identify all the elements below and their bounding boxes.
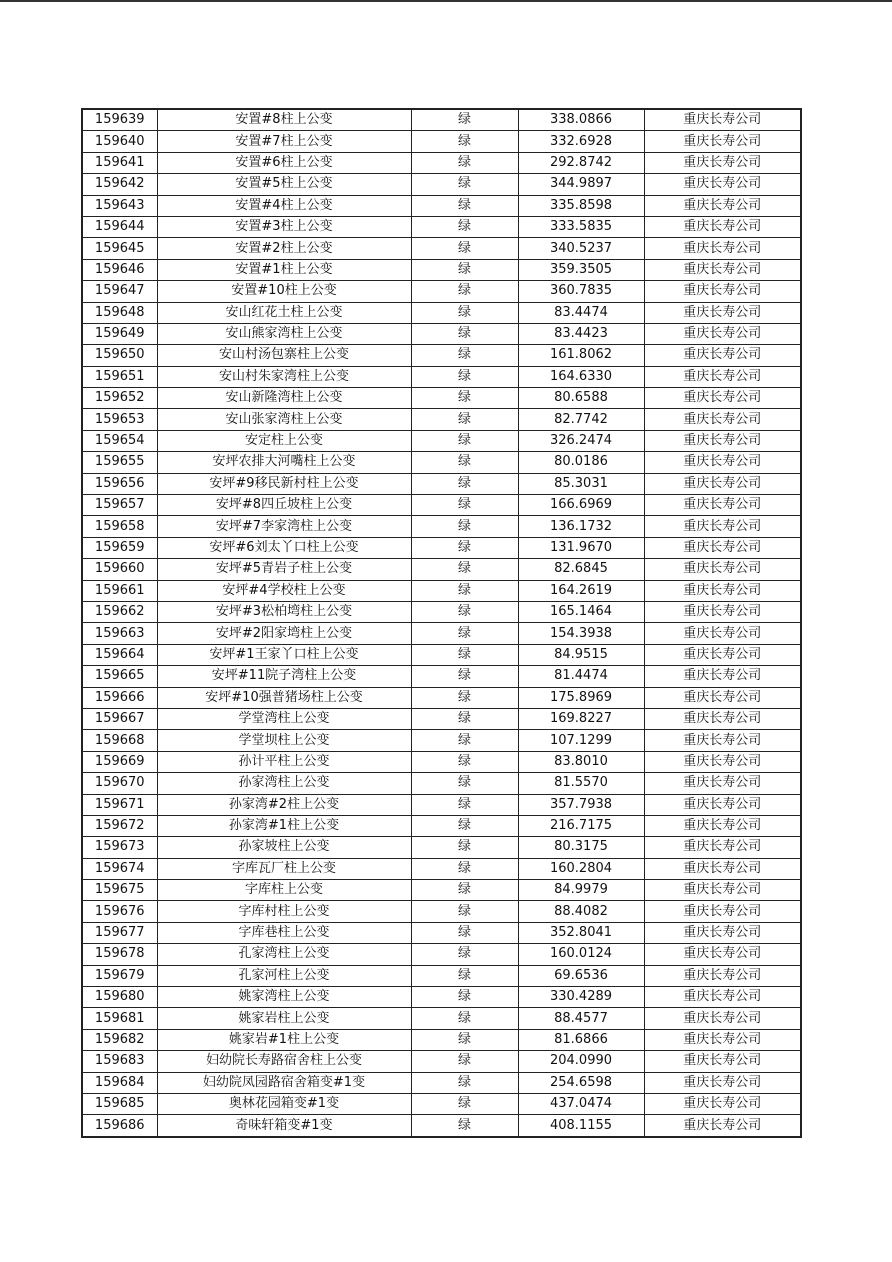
name-cell: 安坪#4学校柱上公变 — [157, 580, 411, 601]
company-cell: 重庆长寿公司 — [644, 922, 801, 943]
company-cell: 重庆长寿公司 — [644, 109, 801, 131]
company-cell: 重庆长寿公司 — [644, 901, 801, 922]
status-cell: 绿 — [411, 730, 518, 751]
status-cell: 绿 — [411, 623, 518, 644]
value-cell: 131.9670 — [518, 537, 644, 558]
name-cell: 孙家坡柱上公变 — [157, 837, 411, 858]
value-cell: 69.6536 — [518, 965, 644, 986]
name-cell: 孔家湾柱上公变 — [157, 944, 411, 965]
name-cell: 妇幼院长寿路宿舍柱上公变 — [157, 1051, 411, 1072]
name-cell: 孙计平柱上公变 — [157, 751, 411, 772]
id-cell: 159657 — [82, 495, 157, 516]
name-cell: 安坪农排大河嘴柱上公变 — [157, 452, 411, 473]
id-cell: 159656 — [82, 473, 157, 494]
id-cell: 159662 — [82, 601, 157, 622]
table-row — [82, 174, 801, 195]
table-row — [82, 495, 801, 516]
value-cell: 82.6845 — [518, 559, 644, 580]
status-cell: 绿 — [411, 409, 518, 430]
status-cell: 绿 — [411, 302, 518, 323]
table-row — [82, 1115, 801, 1137]
table-row — [82, 623, 801, 644]
value-cell: 81.5570 — [518, 773, 644, 794]
name-cell: 安坪#9移民新村柱上公变 — [157, 473, 411, 494]
name-cell: 安坪#1王家丫口柱上公变 — [157, 644, 411, 665]
id-cell: 159652 — [82, 388, 157, 409]
id-cell: 159669 — [82, 751, 157, 772]
company-cell: 重庆长寿公司 — [644, 1051, 801, 1072]
value-cell: 344.9897 — [518, 174, 644, 195]
company-cell: 重庆长寿公司 — [644, 815, 801, 836]
company-cell: 重庆长寿公司 — [644, 559, 801, 580]
table-row — [82, 751, 801, 772]
status-cell: 绿 — [411, 195, 518, 216]
value-cell: 332.6928 — [518, 131, 644, 152]
table-row — [82, 666, 801, 687]
table-row — [82, 1008, 801, 1029]
value-cell: 160.2804 — [518, 858, 644, 879]
value-cell: 175.8969 — [518, 687, 644, 708]
status-cell: 绿 — [411, 430, 518, 451]
id-cell: 159683 — [82, 1051, 157, 1072]
table-row — [82, 858, 801, 879]
table-row — [82, 922, 801, 943]
id-cell: 159640 — [82, 131, 157, 152]
value-cell: 166.6969 — [518, 495, 644, 516]
table-row — [82, 345, 801, 366]
name-cell: 姚家岩#1柱上公变 — [157, 1029, 411, 1050]
id-cell: 159651 — [82, 366, 157, 387]
value-cell: 160.0124 — [518, 944, 644, 965]
value-cell: 80.3175 — [518, 837, 644, 858]
status-cell: 绿 — [411, 473, 518, 494]
status-cell: 绿 — [411, 216, 518, 237]
value-cell: 81.6866 — [518, 1029, 644, 1050]
id-cell: 159670 — [82, 773, 157, 794]
company-cell: 重庆长寿公司 — [644, 323, 801, 344]
id-cell: 159677 — [82, 922, 157, 943]
table-row — [82, 430, 801, 451]
company-cell: 重庆长寿公司 — [644, 1115, 801, 1137]
company-cell: 重庆长寿公司 — [644, 987, 801, 1008]
name-cell: 安置#4柱上公变 — [157, 195, 411, 216]
status-cell: 绿 — [411, 1008, 518, 1029]
company-cell: 重庆长寿公司 — [644, 730, 801, 751]
value-cell: 88.4577 — [518, 1008, 644, 1029]
value-cell: 83.4474 — [518, 302, 644, 323]
company-cell: 重庆长寿公司 — [644, 516, 801, 537]
company-cell: 重庆长寿公司 — [644, 388, 801, 409]
value-cell: 335.8598 — [518, 195, 644, 216]
table-row — [82, 601, 801, 622]
company-cell: 重庆长寿公司 — [644, 174, 801, 195]
status-cell: 绿 — [411, 1072, 518, 1093]
id-cell: 159639 — [82, 109, 157, 131]
value-cell: 136.1732 — [518, 516, 644, 537]
table-row — [82, 580, 801, 601]
company-cell: 重庆长寿公司 — [644, 281, 801, 302]
value-cell: 165.1464 — [518, 601, 644, 622]
name-cell: 安置#8柱上公变 — [157, 109, 411, 131]
company-cell: 重庆长寿公司 — [644, 195, 801, 216]
value-cell: 84.9979 — [518, 880, 644, 901]
name-cell: 安置#1柱上公变 — [157, 259, 411, 280]
id-cell: 159678 — [82, 944, 157, 965]
company-cell: 重庆长寿公司 — [644, 430, 801, 451]
company-cell: 重庆长寿公司 — [644, 1008, 801, 1029]
value-cell: 359.3505 — [518, 259, 644, 280]
id-cell: 159667 — [82, 708, 157, 729]
status-cell: 绿 — [411, 751, 518, 772]
company-cell: 重庆长寿公司 — [644, 601, 801, 622]
value-cell: 83.8010 — [518, 751, 644, 772]
status-cell: 绿 — [411, 666, 518, 687]
id-cell: 159644 — [82, 216, 157, 237]
name-cell: 字库巷柱上公变 — [157, 922, 411, 943]
status-cell: 绿 — [411, 388, 518, 409]
company-cell: 重庆长寿公司 — [644, 687, 801, 708]
company-cell: 重庆长寿公司 — [644, 1029, 801, 1050]
id-cell: 159664 — [82, 644, 157, 665]
table-row — [82, 238, 801, 259]
value-cell: 164.6330 — [518, 366, 644, 387]
value-cell: 84.9515 — [518, 644, 644, 665]
table-row — [82, 259, 801, 280]
status-cell: 绿 — [411, 152, 518, 173]
company-cell: 重庆长寿公司 — [644, 880, 801, 901]
company-cell: 重庆长寿公司 — [644, 1072, 801, 1093]
company-cell: 重庆长寿公司 — [644, 580, 801, 601]
status-cell: 绿 — [411, 174, 518, 195]
status-cell: 绿 — [411, 965, 518, 986]
id-cell: 159685 — [82, 1093, 157, 1114]
value-cell: 357.7938 — [518, 794, 644, 815]
status-cell: 绿 — [411, 580, 518, 601]
status-cell: 绿 — [411, 345, 518, 366]
table-row — [82, 152, 801, 173]
status-cell: 绿 — [411, 281, 518, 302]
table-row — [82, 837, 801, 858]
table-row — [82, 131, 801, 152]
table-row — [82, 281, 801, 302]
id-cell: 159655 — [82, 452, 157, 473]
name-cell: 安置#10柱上公变 — [157, 281, 411, 302]
table-row — [82, 880, 801, 901]
status-cell: 绿 — [411, 601, 518, 622]
transformer-table — [81, 108, 802, 1138]
id-cell: 159686 — [82, 1115, 157, 1137]
name-cell: 孔家河柱上公变 — [157, 965, 411, 986]
status-cell: 绿 — [411, 858, 518, 879]
value-cell: 352.8041 — [518, 922, 644, 943]
company-cell: 重庆长寿公司 — [644, 152, 801, 173]
name-cell: 安置#2柱上公变 — [157, 238, 411, 259]
table-row — [82, 944, 801, 965]
table-row — [82, 388, 801, 409]
table-row — [82, 409, 801, 430]
id-cell: 159668 — [82, 730, 157, 751]
table-row — [82, 323, 801, 344]
company-cell: 重庆长寿公司 — [644, 858, 801, 879]
value-cell: 338.0866 — [518, 109, 644, 131]
name-cell: 安坪#2阳家塆柱上公变 — [157, 623, 411, 644]
table-row — [82, 687, 801, 708]
table-row — [82, 452, 801, 473]
company-cell: 重庆长寿公司 — [644, 1093, 801, 1114]
table-body — [82, 109, 801, 1137]
id-cell: 159642 — [82, 174, 157, 195]
value-cell: 161.8062 — [518, 345, 644, 366]
name-cell: 安置#3柱上公变 — [157, 216, 411, 237]
table-row — [82, 473, 801, 494]
id-cell: 159650 — [82, 345, 157, 366]
id-cell: 159681 — [82, 1008, 157, 1029]
company-cell: 重庆长寿公司 — [644, 345, 801, 366]
table-row — [82, 109, 801, 131]
value-cell: 408.1155 — [518, 1115, 644, 1137]
value-cell: 360.7835 — [518, 281, 644, 302]
name-cell: 安坪#8四丘坡柱上公变 — [157, 495, 411, 516]
company-cell: 重庆长寿公司 — [644, 944, 801, 965]
status-cell: 绿 — [411, 516, 518, 537]
company-cell: 重庆长寿公司 — [644, 537, 801, 558]
table-row — [82, 730, 801, 751]
id-cell: 159641 — [82, 152, 157, 173]
company-cell: 重庆长寿公司 — [644, 409, 801, 430]
name-cell: 安山新隆湾柱上公变 — [157, 388, 411, 409]
value-cell: 437.0474 — [518, 1093, 644, 1114]
company-cell: 重庆长寿公司 — [644, 751, 801, 772]
status-cell: 绿 — [411, 109, 518, 131]
status-cell: 绿 — [411, 238, 518, 259]
status-cell: 绿 — [411, 131, 518, 152]
company-cell: 重庆长寿公司 — [644, 131, 801, 152]
table-row — [82, 965, 801, 986]
name-cell: 安山红花土柱上公变 — [157, 302, 411, 323]
company-cell: 重庆长寿公司 — [644, 623, 801, 644]
id-cell: 159674 — [82, 858, 157, 879]
status-cell: 绿 — [411, 495, 518, 516]
status-cell: 绿 — [411, 559, 518, 580]
page-top-border — [0, 0, 892, 2]
company-cell: 重庆长寿公司 — [644, 495, 801, 516]
id-cell: 159660 — [82, 559, 157, 580]
table-row — [82, 1093, 801, 1114]
value-cell: 254.6598 — [518, 1072, 644, 1093]
name-cell: 安山熊家湾柱上公变 — [157, 323, 411, 344]
company-cell: 重庆长寿公司 — [644, 366, 801, 387]
company-cell: 重庆长寿公司 — [644, 708, 801, 729]
value-cell: 107.1299 — [518, 730, 644, 751]
value-cell: 330.4289 — [518, 987, 644, 1008]
id-cell: 159665 — [82, 666, 157, 687]
id-cell: 159676 — [82, 901, 157, 922]
status-cell: 绿 — [411, 708, 518, 729]
company-cell: 重庆长寿公司 — [644, 965, 801, 986]
value-cell: 292.8742 — [518, 152, 644, 173]
name-cell: 姚家岩柱上公变 — [157, 1008, 411, 1029]
name-cell: 安定柱上公变 — [157, 430, 411, 451]
status-cell: 绿 — [411, 987, 518, 1008]
table-row — [82, 1072, 801, 1093]
value-cell: 88.4082 — [518, 901, 644, 922]
status-cell: 绿 — [411, 1115, 518, 1137]
id-cell: 159659 — [82, 537, 157, 558]
id-cell: 159682 — [82, 1029, 157, 1050]
table-row — [82, 644, 801, 665]
status-cell: 绿 — [411, 794, 518, 815]
status-cell: 绿 — [411, 687, 518, 708]
id-cell: 159684 — [82, 1072, 157, 1093]
value-cell: 169.8227 — [518, 708, 644, 729]
name-cell: 学堂坝柱上公变 — [157, 730, 411, 751]
name-cell: 奇味轩箱变#1变 — [157, 1115, 411, 1137]
value-cell: 326.2474 — [518, 430, 644, 451]
table-row — [82, 516, 801, 537]
id-cell: 159653 — [82, 409, 157, 430]
table-row — [82, 987, 801, 1008]
id-cell: 159666 — [82, 687, 157, 708]
status-cell: 绿 — [411, 1051, 518, 1072]
id-cell: 159646 — [82, 259, 157, 280]
value-cell: 81.4474 — [518, 666, 644, 687]
value-cell: 80.0186 — [518, 452, 644, 473]
name-cell: 安坪#3松柏塆柱上公变 — [157, 601, 411, 622]
name-cell: 安坪#11院子湾柱上公变 — [157, 666, 411, 687]
id-cell: 159661 — [82, 580, 157, 601]
table-row — [82, 815, 801, 836]
table-row — [82, 901, 801, 922]
name-cell: 安山张家湾柱上公变 — [157, 409, 411, 430]
id-cell: 159672 — [82, 815, 157, 836]
company-cell: 重庆长寿公司 — [644, 473, 801, 494]
name-cell: 安坪#6刘太丫口柱上公变 — [157, 537, 411, 558]
value-cell: 164.2619 — [518, 580, 644, 601]
name-cell: 孙家湾柱上公变 — [157, 773, 411, 794]
id-cell: 159675 — [82, 880, 157, 901]
name-cell: 奥林花园箱变#1变 — [157, 1093, 411, 1114]
company-cell: 重庆长寿公司 — [644, 452, 801, 473]
status-cell: 绿 — [411, 366, 518, 387]
value-cell: 204.0990 — [518, 1051, 644, 1072]
name-cell: 安坪#10强普猪场柱上公变 — [157, 687, 411, 708]
status-cell: 绿 — [411, 259, 518, 280]
name-cell: 安置#6柱上公变 — [157, 152, 411, 173]
id-cell: 159648 — [82, 302, 157, 323]
value-cell: 80.6588 — [518, 388, 644, 409]
table-row — [82, 537, 801, 558]
status-cell: 绿 — [411, 922, 518, 943]
status-cell: 绿 — [411, 901, 518, 922]
status-cell: 绿 — [411, 452, 518, 473]
name-cell: 姚家湾柱上公变 — [157, 987, 411, 1008]
table-row — [82, 366, 801, 387]
value-cell: 333.5835 — [518, 216, 644, 237]
id-cell: 159643 — [82, 195, 157, 216]
status-cell: 绿 — [411, 773, 518, 794]
id-cell: 159649 — [82, 323, 157, 344]
id-cell: 159658 — [82, 516, 157, 537]
id-cell: 159680 — [82, 987, 157, 1008]
id-cell: 159654 — [82, 430, 157, 451]
table-row — [82, 1029, 801, 1050]
name-cell: 安坪#7李家湾柱上公变 — [157, 516, 411, 537]
name-cell: 字库柱上公变 — [157, 880, 411, 901]
value-cell: 216.7175 — [518, 815, 644, 836]
table-row — [82, 559, 801, 580]
table-row — [82, 302, 801, 323]
name-cell: 安坪#5青岩子柱上公变 — [157, 559, 411, 580]
company-cell: 重庆长寿公司 — [644, 644, 801, 665]
table-row — [82, 708, 801, 729]
name-cell: 妇幼院凤园路宿舍箱变#1变 — [157, 1072, 411, 1093]
table-row — [82, 216, 801, 237]
value-cell: 83.4423 — [518, 323, 644, 344]
table-row — [82, 773, 801, 794]
company-cell: 重庆长寿公司 — [644, 259, 801, 280]
id-cell: 159663 — [82, 623, 157, 644]
value-cell: 154.3938 — [518, 623, 644, 644]
status-cell: 绿 — [411, 944, 518, 965]
value-cell: 340.5237 — [518, 238, 644, 259]
status-cell: 绿 — [411, 880, 518, 901]
name-cell: 孙家湾#2柱上公变 — [157, 794, 411, 815]
name-cell: 安置#7柱上公变 — [157, 131, 411, 152]
company-cell: 重庆长寿公司 — [644, 666, 801, 687]
status-cell: 绿 — [411, 323, 518, 344]
name-cell: 安山村朱家湾柱上公变 — [157, 366, 411, 387]
company-cell: 重庆长寿公司 — [644, 216, 801, 237]
company-cell: 重庆长寿公司 — [644, 794, 801, 815]
table-row — [82, 195, 801, 216]
name-cell: 安置#5柱上公变 — [157, 174, 411, 195]
status-cell: 绿 — [411, 837, 518, 858]
name-cell: 字库瓦厂柱上公变 — [157, 858, 411, 879]
company-cell: 重庆长寿公司 — [644, 837, 801, 858]
id-cell: 159679 — [82, 965, 157, 986]
company-cell: 重庆长寿公司 — [644, 302, 801, 323]
status-cell: 绿 — [411, 1029, 518, 1050]
table-row — [82, 794, 801, 815]
table-row — [82, 1051, 801, 1072]
status-cell: 绿 — [411, 537, 518, 558]
company-cell: 重庆长寿公司 — [644, 773, 801, 794]
name-cell: 安山村汤包寨柱上公变 — [157, 345, 411, 366]
value-cell: 82.7742 — [518, 409, 644, 430]
id-cell: 159645 — [82, 238, 157, 259]
name-cell: 字库村柱上公变 — [157, 901, 411, 922]
status-cell: 绿 — [411, 1093, 518, 1114]
name-cell: 学堂湾柱上公变 — [157, 708, 411, 729]
value-cell: 85.3031 — [518, 473, 644, 494]
name-cell: 孙家湾#1柱上公变 — [157, 815, 411, 836]
status-cell: 绿 — [411, 644, 518, 665]
id-cell: 159673 — [82, 837, 157, 858]
id-cell: 159647 — [82, 281, 157, 302]
status-cell: 绿 — [411, 815, 518, 836]
company-cell: 重庆长寿公司 — [644, 238, 801, 259]
id-cell: 159671 — [82, 794, 157, 815]
